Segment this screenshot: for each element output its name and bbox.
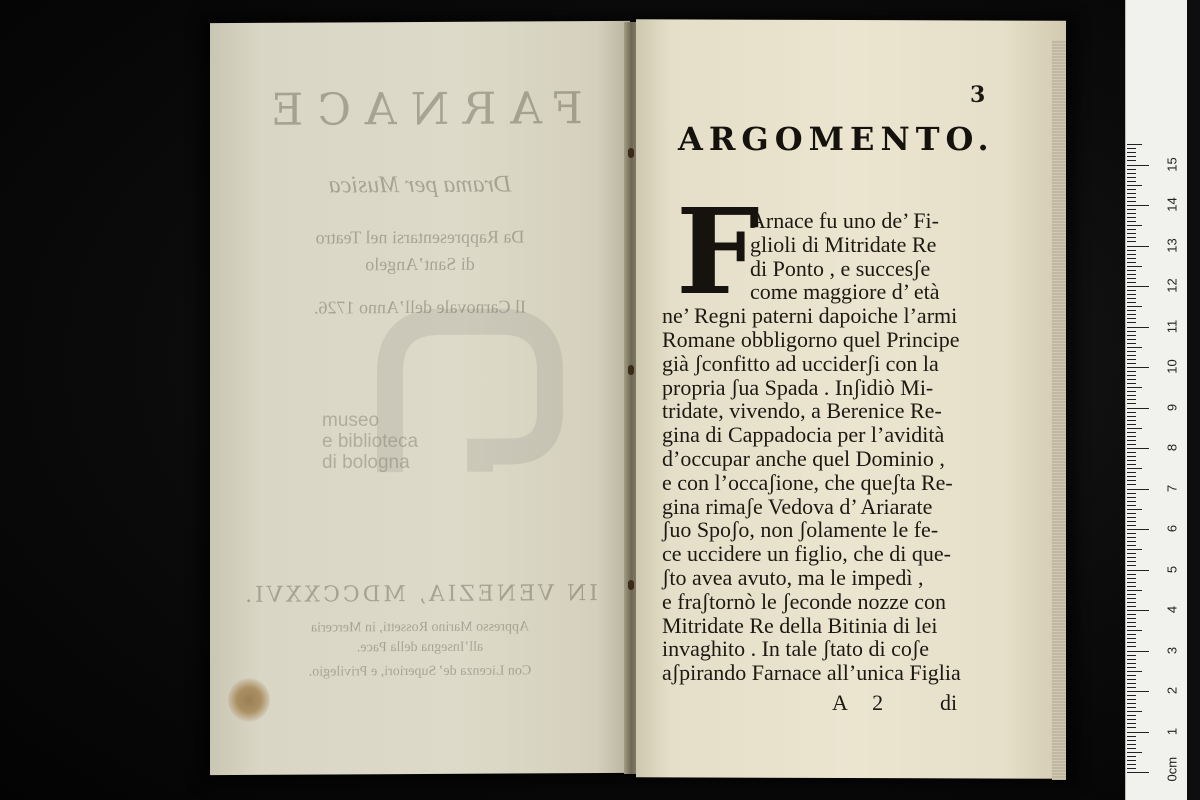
ruler-tick (1127, 351, 1136, 352)
ruler-tick (1127, 509, 1142, 510)
ruler-tick (1127, 347, 1142, 348)
ruler-label: 15 (1164, 156, 1180, 172)
ruler-tick (1127, 602, 1136, 603)
ruler-label: 0cm (1164, 756, 1180, 782)
ruler-tick (1127, 448, 1149, 449)
ruler-tick (1127, 460, 1136, 461)
text-line: già ʃconfitto ad ucciderʃi con la (662, 350, 939, 376)
ruler-tick (1127, 695, 1136, 696)
page-heading: ARGOMENTO. (678, 120, 995, 158)
ruler-tick (1127, 278, 1136, 279)
show-through-imprint: IN VENEZIA, MDCCXXVI. (242, 581, 598, 608)
ruler-tick (1127, 594, 1136, 595)
ruler-tick (1127, 525, 1136, 526)
page-edges (1052, 40, 1066, 780)
ruler-label: 10 (1164, 359, 1180, 374)
ruler-tick (1127, 707, 1136, 708)
ruler-tick (1127, 732, 1149, 733)
text-line: Romane obbligorno quel Principe (662, 327, 960, 352)
ruler-tick (1127, 221, 1136, 222)
ruler-tick (1127, 322, 1136, 323)
text-line: ce uccidere un figlio, che di que- (662, 541, 951, 567)
ruler-tick (1127, 440, 1136, 441)
ruler-tick (1127, 752, 1142, 753)
ruler-tick (1127, 375, 1136, 376)
ruler-tick (1127, 468, 1142, 469)
ruler-tick (1127, 152, 1136, 153)
ruler-tick (1127, 606, 1136, 607)
ruler-tick (1127, 764, 1136, 765)
ruler-tick (1127, 610, 1149, 611)
ruler-tick (1127, 740, 1136, 741)
text-line: d’occupar anche quel Dominio , (662, 446, 945, 471)
ruler-tick (1127, 570, 1149, 571)
text-line: come maggiore d’ età (750, 279, 940, 305)
ruler-label: 2 (1164, 686, 1180, 695)
ruler-label: 9 (1164, 403, 1180, 411)
ruler-tick (1127, 387, 1142, 388)
ruler-tick (1127, 472, 1136, 473)
ruler-tick (1127, 545, 1136, 546)
ruler-tick (1127, 565, 1136, 566)
ruler-tick (1127, 331, 1136, 332)
ruler-tick (1127, 339, 1136, 340)
ruler-tick (1127, 148, 1136, 149)
ruler-tick (1127, 237, 1136, 238)
ruler-tick (1127, 185, 1142, 186)
ruler-tick (1127, 748, 1136, 749)
ruler-tick (1127, 335, 1136, 336)
ruler-tick (1127, 517, 1136, 518)
ruler-tick (1127, 760, 1136, 761)
ruler-tick (1127, 262, 1136, 263)
ruler-tick (1127, 144, 1142, 145)
ruler-tick (1127, 412, 1136, 413)
ruler-tick (1127, 213, 1136, 214)
ruler-tick (1127, 177, 1136, 178)
ruler-tick (1127, 630, 1142, 631)
ruler-tick (1127, 484, 1136, 485)
ruler-tick (1127, 294, 1136, 295)
ruler-tick (1127, 379, 1136, 380)
ruler-tick (1127, 586, 1136, 587)
ruler-tick (1127, 258, 1136, 259)
foxing-stain (228, 678, 270, 722)
ruler-tick (1127, 428, 1142, 429)
ruler-tick (1127, 209, 1136, 210)
ruler-tick (1127, 391, 1136, 392)
left-page (210, 21, 630, 775)
ruler-tick (1127, 493, 1136, 494)
ruler-tick (1127, 727, 1136, 728)
ruler-tick (1127, 736, 1136, 737)
text-line: ʃuo Spoʃo, non ʃolamente le fe- (662, 517, 939, 543)
text-line: di Ponto , e succesʃe (750, 255, 931, 281)
ruler-tick (1127, 642, 1136, 643)
binding-stitch (628, 148, 634, 158)
ruler-tick (1127, 574, 1136, 575)
ruler-tick (1127, 456, 1136, 457)
text-line: gina rimaʃe Vedova d’ Ariarate (662, 493, 933, 519)
ruler-tick (1127, 250, 1136, 251)
ruler-tick (1127, 274, 1136, 275)
ruler-tick (1127, 286, 1149, 287)
ruler-tick (1127, 189, 1136, 190)
text-line: glioli di Mitridate Re (750, 231, 937, 257)
watermark-text: museo e biblioteca di bologna (322, 410, 419, 473)
ruler-tick (1127, 395, 1136, 396)
ruler-tick (1127, 529, 1149, 530)
ruler-tick (1127, 436, 1136, 437)
text-line: invaghito . In tale ʃtato di coʃe (662, 636, 929, 662)
ruler-label: 4 (1164, 605, 1180, 614)
ruler-tick (1127, 403, 1136, 404)
ruler-tick (1127, 744, 1136, 745)
text-line: ʃto avea avuto, ma le impedì , (662, 565, 924, 590)
ruler-shadow (1187, 0, 1200, 800)
ruler-label: 7 (1164, 484, 1180, 492)
ruler-tick (1127, 217, 1136, 218)
ruler-tick (1127, 699, 1136, 700)
ruler-tick (1127, 424, 1136, 425)
show-through-line: Da Rappresentarsi nel Teatro (315, 226, 525, 248)
ruler-tick (1127, 169, 1136, 170)
show-through-title: FARNACE (257, 83, 583, 136)
ruler-tick (1127, 173, 1136, 174)
ruler-tick (1127, 229, 1136, 230)
ruler-tick (1127, 318, 1136, 319)
ruler-tick (1127, 614, 1136, 615)
ruler-tick (1127, 371, 1136, 372)
ruler-tick (1127, 306, 1142, 307)
ruler-tick (1127, 703, 1136, 704)
ruler-tick (1127, 598, 1136, 599)
ruler-tick (1127, 719, 1136, 720)
show-through-line: Il Carnovale dell’Anno 1726. (314, 296, 526, 318)
ruler-label: 11 (1164, 319, 1180, 333)
ruler-tick (1127, 675, 1136, 676)
ruler-tick (1127, 557, 1136, 558)
show-through-line: di Sant’Angelo (365, 253, 475, 275)
ruler-tick (1127, 489, 1149, 490)
ruler-tick (1127, 679, 1136, 680)
ruler-label: 3 (1164, 646, 1180, 654)
ruler-tick (1127, 225, 1142, 226)
ruler-tick (1127, 537, 1136, 538)
ruler-tick (1127, 420, 1136, 421)
ruler-tick (1127, 667, 1136, 668)
ruler-tick (1127, 156, 1136, 157)
ruler-tick (1127, 246, 1149, 247)
ruler-tick (1127, 416, 1136, 417)
ruler-tick (1127, 282, 1136, 283)
ruler-tick (1127, 266, 1142, 267)
ruler-tick (1127, 638, 1136, 639)
ruler-tick (1127, 197, 1136, 198)
text-line: e con l’occaʃione, che queʃta Re- (662, 469, 953, 495)
ruler-label: 8 (1164, 443, 1180, 452)
ruler-tick (1127, 355, 1136, 356)
ruler-tick (1127, 655, 1136, 656)
ruler-tick (1127, 683, 1136, 684)
ruler-tick (1127, 768, 1136, 769)
ruler-tick (1127, 201, 1136, 202)
ruler-tick (1127, 205, 1149, 206)
text-line: propria ʃua Spada . Inʃidiò Mi- (662, 374, 934, 400)
ruler-tick (1127, 181, 1136, 182)
ruler-label: 1 (1164, 727, 1180, 735)
ruler-tick (1127, 383, 1136, 384)
binding-stitch (628, 580, 634, 590)
show-through-subtitle: Drama per Musica (328, 171, 512, 199)
ruler-label: 13 (1164, 237, 1180, 253)
ruler-tick (1127, 359, 1136, 360)
ruler-tick (1127, 476, 1136, 477)
ruler-tick (1127, 367, 1149, 368)
ruler-tick (1127, 497, 1136, 498)
ruler-tick (1127, 408, 1149, 409)
ruler-tick (1127, 651, 1149, 652)
ruler-tick (1127, 541, 1136, 542)
catchword: di (940, 690, 958, 715)
ruler-tick (1127, 314, 1136, 315)
ruler-tick (1127, 711, 1142, 712)
ruler-tick (1127, 302, 1136, 303)
ruler-tick (1127, 310, 1136, 311)
ruler-tick (1127, 553, 1136, 554)
ruler-tick (1127, 687, 1136, 688)
ruler-tick (1127, 521, 1136, 522)
ruler-tick (1127, 363, 1136, 364)
ruler-tick (1127, 659, 1136, 660)
ruler-tick (1127, 270, 1136, 271)
ruler-tick (1127, 193, 1136, 194)
ruler-tick (1127, 549, 1142, 550)
ruler-tick (1127, 671, 1142, 672)
ruler-tick (1127, 561, 1136, 562)
ruler-tick (1127, 533, 1136, 534)
ruler-tick (1127, 444, 1136, 445)
ruler-tick (1127, 254, 1136, 255)
ruler-label: 14 (1164, 197, 1180, 212)
ruler-tick (1127, 505, 1136, 506)
show-through-line: all’Insegna della Pace. (356, 639, 484, 656)
ruler-tick (1127, 691, 1149, 692)
ruler-tick (1127, 464, 1136, 465)
ruler-label: 5 (1164, 565, 1180, 573)
ruler-tick (1127, 432, 1136, 433)
show-through-line: Appresso Marino Rossetti, in Merceria (310, 619, 530, 636)
text-line: Arnace fu uno de’ Fi- (750, 208, 939, 233)
ruler-tick (1127, 723, 1136, 724)
ruler-tick (1127, 343, 1136, 344)
text-line: gina di Cappadocia per l’avidità (662, 422, 945, 448)
ruler-tick (1127, 327, 1149, 328)
ruler-tick (1127, 160, 1136, 161)
binding-stitch (628, 365, 634, 375)
ruler-tick (1127, 241, 1136, 242)
ruler-tick (1127, 578, 1136, 579)
ruler-tick (1127, 646, 1136, 647)
ruler-tick (1127, 772, 1149, 773)
ruler-tick (1127, 626, 1136, 627)
drop-cap: F (676, 182, 760, 321)
show-through-line: Con Licenza de’ Superiori, e Privilegio. (308, 663, 532, 680)
signature-mark: A 2 (832, 690, 894, 715)
ruler-tick (1127, 290, 1136, 291)
ruler-tick (1127, 399, 1136, 400)
ruler-tick (1127, 513, 1136, 514)
ruler-tick (1127, 622, 1136, 623)
ruler-tick (1127, 233, 1136, 234)
text-line: aʃpirando Farnace all’unica Figlia (662, 660, 961, 686)
ruler-tick (1127, 618, 1136, 619)
ruler-tick (1127, 298, 1136, 299)
page-number: 3 (970, 82, 986, 108)
ruler-tick (1127, 165, 1149, 166)
ruler-label: 6 (1164, 524, 1180, 533)
ruler-tick (1127, 582, 1136, 583)
ruler-tick (1127, 634, 1136, 635)
text-line: Mitridate Re della Bitinia di lei (662, 612, 938, 638)
text-line: tridate, vivendo, a Berenice Re- (662, 398, 942, 424)
ruler-tick (1127, 663, 1136, 664)
ruler-tick (1127, 756, 1136, 757)
ruler-tick (1127, 715, 1136, 716)
ruler-tick (1127, 590, 1142, 591)
text-line: e fraʃtornò le ʃeconde nozze con (662, 588, 947, 614)
ruler-tick (1127, 501, 1136, 502)
ruler-tick (1127, 480, 1136, 481)
text-line: ne’ Regni paterni dapoiche l’armi (662, 303, 958, 329)
ruler-tick (1127, 452, 1136, 453)
ruler-label: 12 (1164, 278, 1180, 293)
